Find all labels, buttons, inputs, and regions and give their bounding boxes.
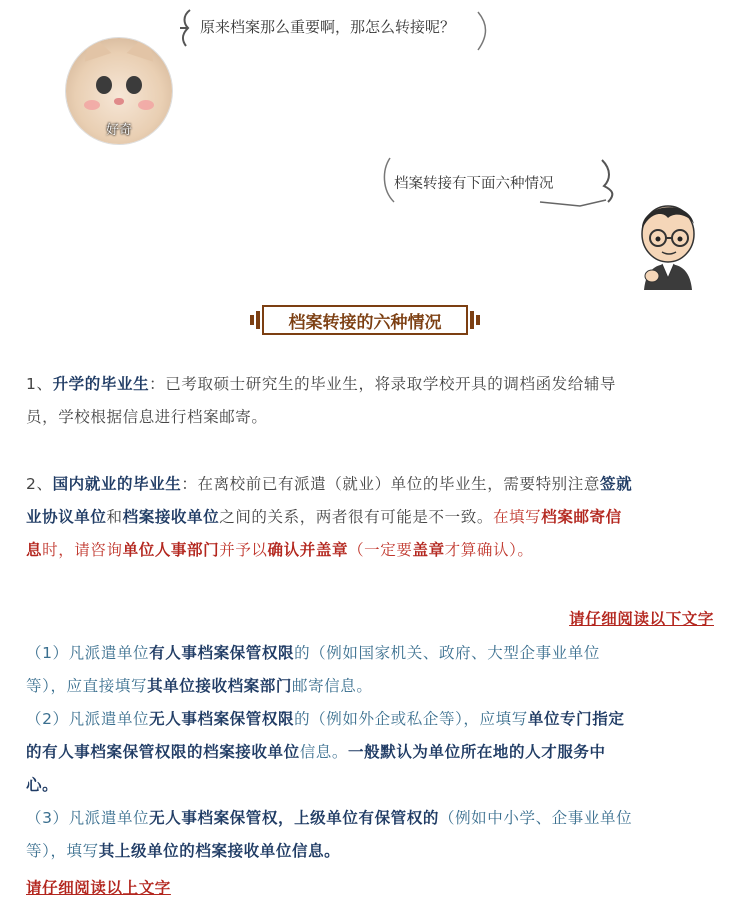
sub-2-text: （2）凡派遣单位 [26,710,150,728]
chat-question-text: 原来档案那么重要啊，那怎么转接呢？ [200,18,456,36]
item-2-text: 和 [106,508,123,526]
cat-avatar [66,38,172,144]
sub-2-line-3 [26,769,714,802]
sub-3-text: 等），填写 [26,842,99,860]
item-2-red-emphasis: 档案邮寄信 [541,508,622,526]
sub-1-text: 邮寄信息。 [291,677,373,695]
item-2-line-2 [26,501,714,534]
sub-3-line-2 [26,835,714,868]
sub-3-emphasis: 无人事档案保管权，上级单位有保管权的 [149,809,439,827]
boy-avatar [628,194,708,292]
sub-2-emphasis: 单位专门指定 [527,710,625,728]
item-1-text: ：已考取硕士研究生的毕业生，将录取学校开具的调档函发给辅导 [149,375,617,393]
item-2-red-emphasis: 息 [26,541,43,559]
sub-1-emphasis: 有人事档案保管权限 [149,644,295,662]
sub-1-text: 等），应直接填写 [26,677,148,695]
item-2-line-3 [26,534,714,567]
item-2-emphasis: 档案接收单位 [122,508,220,526]
item-2-red-emphasis: 盖章 [412,541,445,559]
item-2-red-emphasis: 单位人事部门 [122,541,220,559]
title-left-bar [250,315,254,325]
item-2-heading: 国内就业的毕业生 [52,475,182,493]
item-2-paragraph [26,468,714,567]
sub-1-line-1 [26,637,714,670]
cat-cheek-icon [138,100,154,110]
item-1-heading: 升学的毕业生 [52,375,150,393]
cat-ear-icon [127,38,162,62]
item-2-line-1 [26,468,714,501]
item-2-red-text: （一定要 [348,541,413,559]
item-2-red-text: 才算确认）。 [444,541,534,559]
item-2-text: 之间的关系，两者很有可能是不一致。 [219,508,493,526]
sub-1-line-2 [26,670,714,703]
item-1-line-1 [26,368,714,401]
section-header [0,305,737,337]
sub-3-emphasis: 其上级单位的档案接收单位信息。 [98,842,341,860]
sub-1-text: （1）凡派遣单位 [26,644,150,662]
cat-eye-icon [126,76,142,94]
cat-eye-icon [96,76,112,94]
sub-2-line-2 [26,736,714,769]
sub-1-emphasis: 其单位接收档案部门 [147,677,292,695]
sub-items [26,637,714,868]
sub-3-text: （例如中小学、企事业单位 [438,809,633,827]
read-above-text: 请仔细阅读以上文字 [26,879,171,897]
read-below-text: 请仔细阅读以下文字 [569,610,714,628]
sub-3-text: （3）凡派遣单位 [26,809,150,827]
item-2-red-emphasis: 确认并盖章 [267,541,349,559]
item-2-red-text: 并予以 [219,541,268,559]
sub-2-text: 信息。 [299,743,349,761]
item-2-red-text: 时，请咨询 [42,541,123,559]
section-title: 档案转接的六种情况 [262,305,468,335]
item-2-text: ：在离校前已有派遣（就业）单位的毕业生，需要特别注意 [181,475,600,493]
cat-cheek-icon [84,100,100,110]
sub-2-line-1 [26,703,714,736]
read-above-notice [26,872,714,905]
item-2-emphasis: 签就 [599,475,633,493]
sub-1-text: 的（例如国家机关、政府、大型企事业单位 [294,644,600,662]
read-below-notice [26,603,714,636]
sub-2-emphasis: 无人事档案保管权限 [149,710,295,728]
item-number: 1、 [26,375,53,393]
chat-answer-text: 档案转接有下面六种情况 [394,176,554,192]
sub-2-emphasis: 一般默认为单位所在地的人才服务中 [348,743,606,761]
title-right-bar [476,315,480,325]
item-2-red-text: 在填写 [492,508,542,526]
item-1-paragraph [26,368,714,434]
sub-2-emphasis: 的有人事档案保管权限的档案接收单位 [26,743,300,761]
sub-3-line-1 [26,802,714,835]
cat-caption: 好奇 [105,123,132,138]
item-2-emphasis: 业协议单位 [26,508,107,526]
cat-nose-icon [114,98,124,105]
item-1-line-2: 员，学校根据信息进行档案邮寄。 [26,408,268,426]
sub-2-emphasis: 心。 [26,776,59,794]
cat-ear-icon [77,38,112,62]
sub-2-text: 的（例如外企或私企等），应填写 [294,710,528,728]
item-number: 2、 [26,475,53,493]
